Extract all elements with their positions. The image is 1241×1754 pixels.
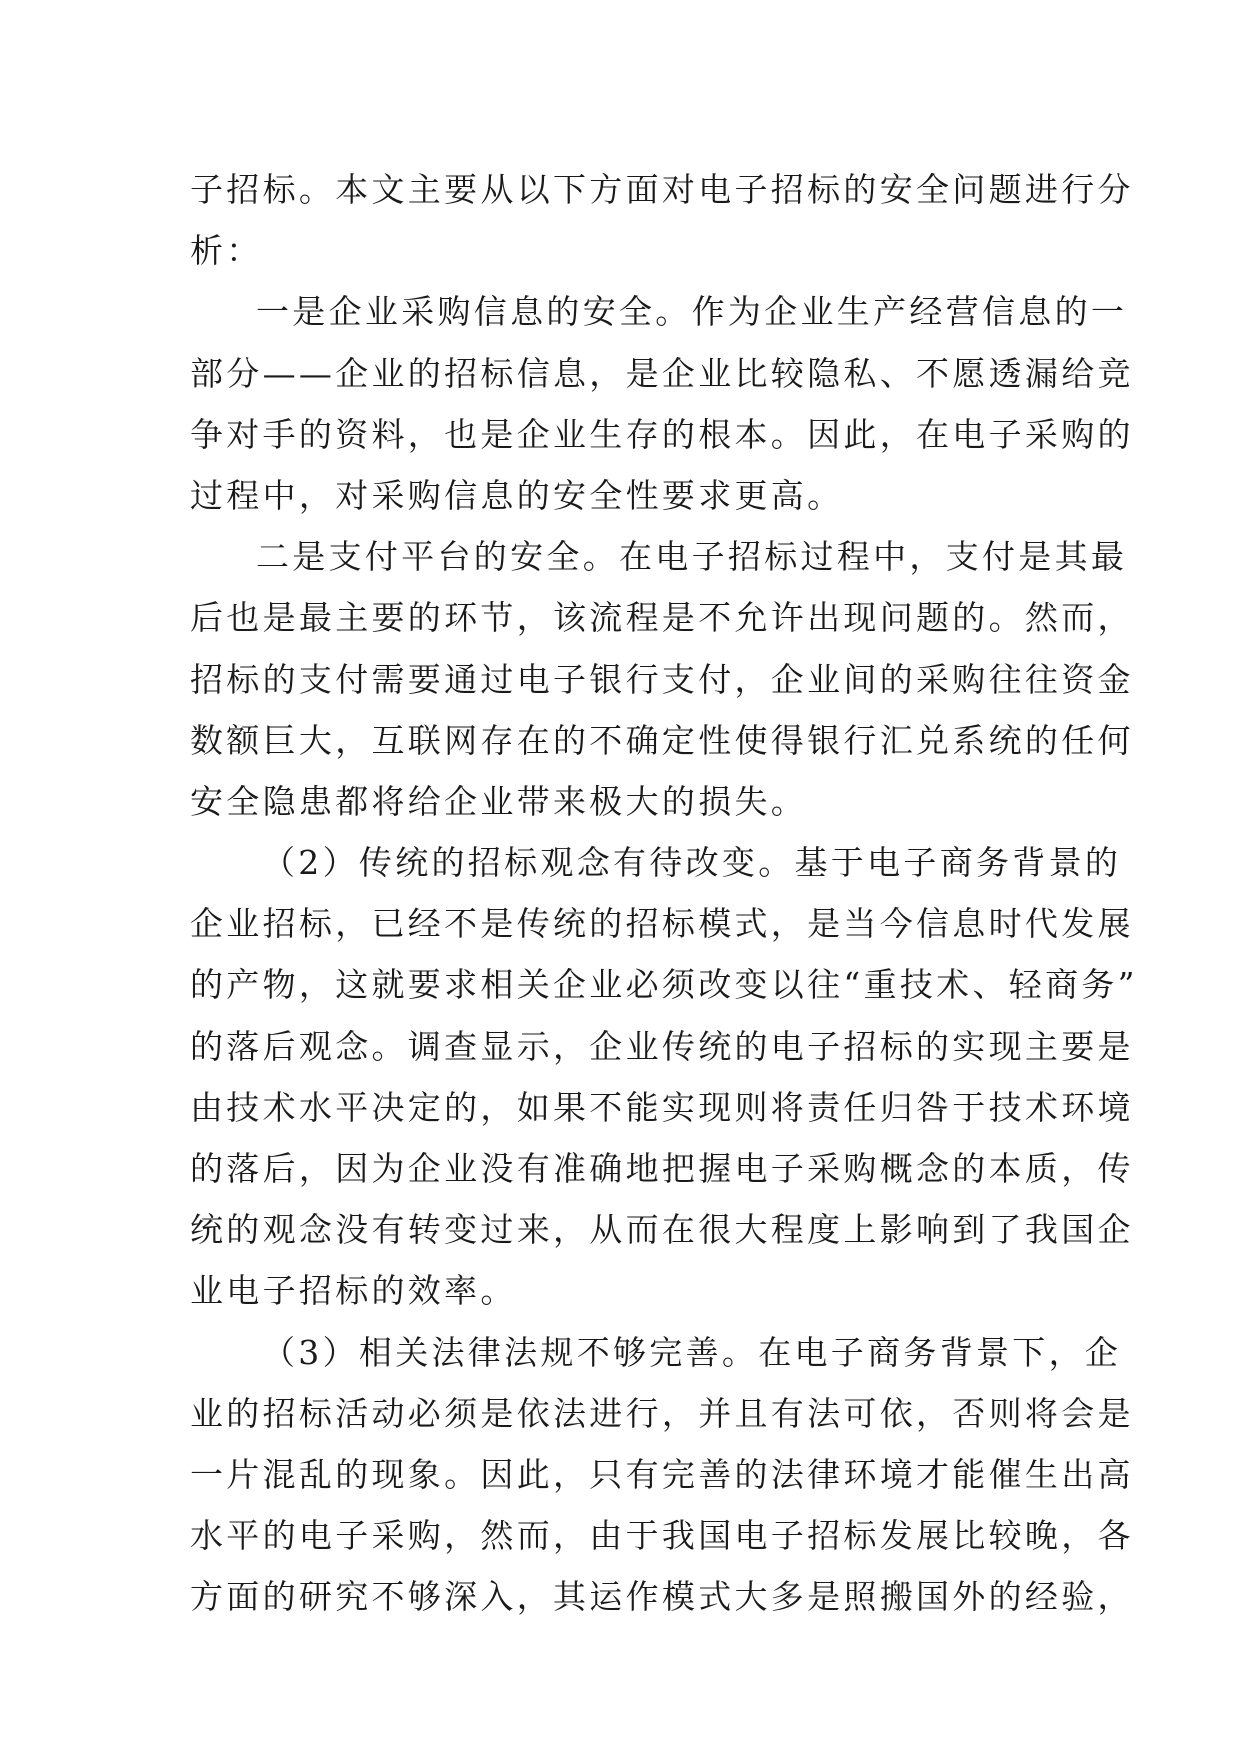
- text-line: 部分——企业的招标信息，是企业比较隐私、不愿透漏给竞: [190, 353, 1134, 393]
- text-line: 一片混乱的现象。因此，只有完善的法律环境才能催生出高: [190, 1454, 1134, 1494]
- text-line: （3）相关法律法规不够完善。在电子商务背景下，企: [262, 1332, 1122, 1372]
- text-line: 业电子招标的效率。: [190, 1271, 517, 1311]
- text-line: 方面的研究不够深入，其运作模式大多是照搬国外的经验，: [190, 1577, 1134, 1617]
- text-line: 子招标。本文主要从以下方面对电子招标的安全问题进行分: [190, 170, 1134, 209]
- text-line: 招标的支付需要通过电子银行支付，企业间的采购往往资金: [190, 659, 1134, 699]
- text-line: 的落后观念。调查显示，企业传统的电子招标的实现主要是: [190, 1026, 1134, 1066]
- text-line: 业的招标活动必须是依法进行，并且有法可依，否则将会是: [190, 1393, 1134, 1433]
- body-text: [190, 159, 1138, 1628]
- text-line: 统的观念没有转变过来，从而在很大程度上影响到了我国企: [190, 1210, 1134, 1250]
- text-line: 的落后，因为企业没有准确地把握电子采购概念的本质，传: [190, 1149, 1134, 1188]
- text-line: 二是支付平台的安全。在电子招标过程中，支付是其最: [256, 537, 1128, 577]
- text-line: 一是企业采购信息的安全。作为企业生产经营信息的一: [256, 292, 1128, 332]
- text-line: 析：: [190, 231, 263, 271]
- text-line: （2）传统的招标观念有待改变。基于电子商务背景的: [262, 843, 1122, 883]
- text-line: 的产物，这就要求相关企业必须改变以往“重技术、轻商务”: [190, 965, 1138, 1005]
- text-line: 数额巨大，互联网存在的不确定性使得银行汇兑系统的任何: [190, 720, 1134, 760]
- text-line: 由技术水平决定的，如果不能实现则将责任归咎于技术环境: [190, 1087, 1134, 1127]
- text-line: 争对手的资料，也是企业生存的根本。因此，在电子采购的: [190, 414, 1134, 454]
- text-line: 过程中，对采购信息的安全性要求更高。: [190, 475, 844, 515]
- text-line: 安全隐患都将给企业带来极大的损失。: [190, 781, 808, 821]
- text-line: 水平的电子采购，然而，由于我国电子招标发展比较晚，各: [190, 1516, 1134, 1556]
- text-line: 企业招标，已经不是传统的招标模式，是当今信息时代发展: [190, 904, 1134, 944]
- text-line: 后也是最主要的环节，该流程是不允许出现问题的。然而，: [190, 598, 1134, 638]
